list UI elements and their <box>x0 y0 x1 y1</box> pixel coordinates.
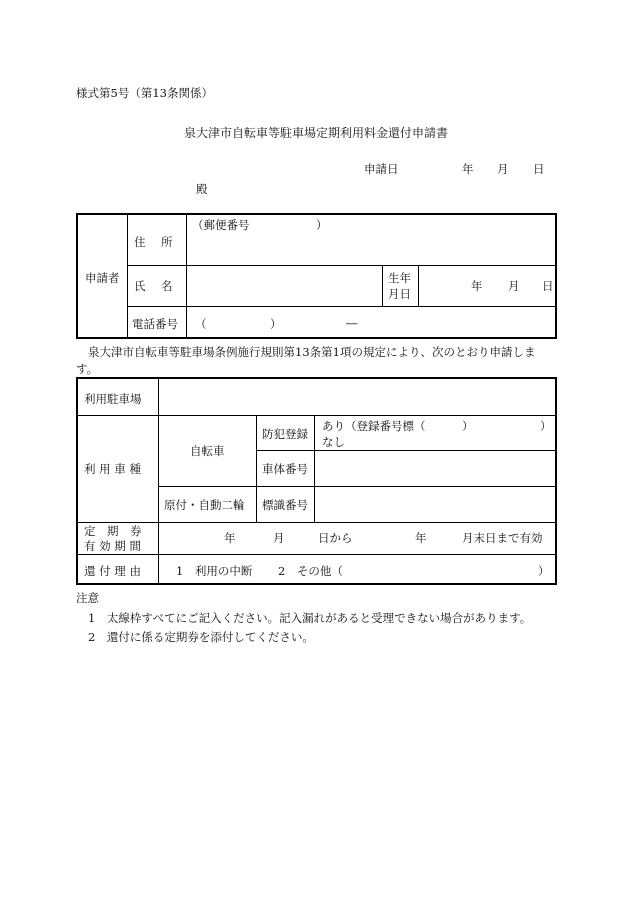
note-item-2: 2 還付に係る定期券を添付してください。 <box>88 630 314 644</box>
phone-field[interactable] <box>188 308 556 337</box>
application-date-year: 年 <box>462 162 474 176</box>
vehicle-type-label: 利 用 車 種 <box>84 462 141 476</box>
phone-dash: ― <box>346 316 358 330</box>
birth-year: 年 <box>471 279 483 293</box>
address-field[interactable] <box>195 229 555 263</box>
refund-reason-label: 還 付 理 由 <box>84 564 141 578</box>
phone-label: 電話番号 <box>132 317 178 331</box>
statement-line-2: す。 <box>76 362 99 376</box>
note-item-1: 1 太線枠すべてにご記入ください。記入漏れがあると受理できない場合があります。 <box>88 611 532 625</box>
birth-month: 月 <box>508 279 520 293</box>
reason-other-close: ） <box>538 564 550 578</box>
usage-table <box>76 377 557 585</box>
statement-line-1: 泉大津市自転車等駐車場条例施行規則第13条第1項の規定により、次のとおり申請しま <box>88 345 536 359</box>
notes-heading: 注意 <box>76 591 99 605</box>
application-date-day: 日 <box>533 162 545 176</box>
moped-label: 原付・自動二輪 <box>164 498 245 512</box>
bicycle-label: 自転車 <box>190 444 225 458</box>
postal-code-open: （郵便番号 <box>192 218 250 232</box>
pass-end-year: 年 <box>415 531 427 545</box>
registration-number-close-inner: ） <box>462 419 474 433</box>
birth-day: 日 <box>542 279 554 293</box>
pass-period-label-line1: 定 期 券 <box>84 524 142 538</box>
parking-field[interactable] <box>160 381 555 413</box>
pass-period-label-line2: 有 効 期 間 <box>84 539 141 553</box>
frame-number-field[interactable] <box>316 452 555 485</box>
birth-label-line2: 月日 <box>388 287 411 301</box>
applicant-label: 申請者 <box>85 271 120 285</box>
pass-start-year: 年 <box>224 531 236 545</box>
reason-option-other[interactable]: 2 その他（ <box>278 564 343 578</box>
phone-close: ） <box>270 317 282 331</box>
postal-code-close: ） <box>316 218 328 232</box>
crime-prevention-label: 防犯登録 <box>262 427 308 441</box>
form-title: 泉大津市自転車等駐車場定期利用料金還付申請書 <box>184 126 449 140</box>
pass-end-until: 月末日まで有効 <box>462 531 543 545</box>
phone-open: （ <box>195 317 207 331</box>
application-date-label: 申請日 <box>364 162 399 176</box>
pass-start-from: 日から <box>318 531 353 545</box>
parking-label: 利用駐車場 <box>84 392 142 406</box>
registration-number-close-outer: ） <box>540 419 552 433</box>
form-number: 様式第5号（第13条関係） <box>76 86 213 100</box>
reason-option-interruption[interactable]: 1 利用の中断 <box>176 564 253 578</box>
pass-start-month: 月 <box>273 531 285 545</box>
plate-number-field[interactable] <box>316 488 555 521</box>
frame-number-label: 車体番号 <box>262 462 308 476</box>
application-date-month: 月 <box>497 162 509 176</box>
name-field[interactable] <box>188 267 380 304</box>
address-label: 住 所 <box>134 235 175 249</box>
addressee-suffix: 殿 <box>196 182 208 196</box>
registration-yes-option[interactable]: あり（登録番号標（ <box>322 419 426 433</box>
plate-number-label: 標識番号 <box>262 498 308 512</box>
birth-label-line1: 生年 <box>388 271 411 285</box>
applicant-table <box>76 213 557 339</box>
name-label: 氏 名 <box>134 279 175 293</box>
registration-no-option[interactable]: なし <box>322 435 345 449</box>
